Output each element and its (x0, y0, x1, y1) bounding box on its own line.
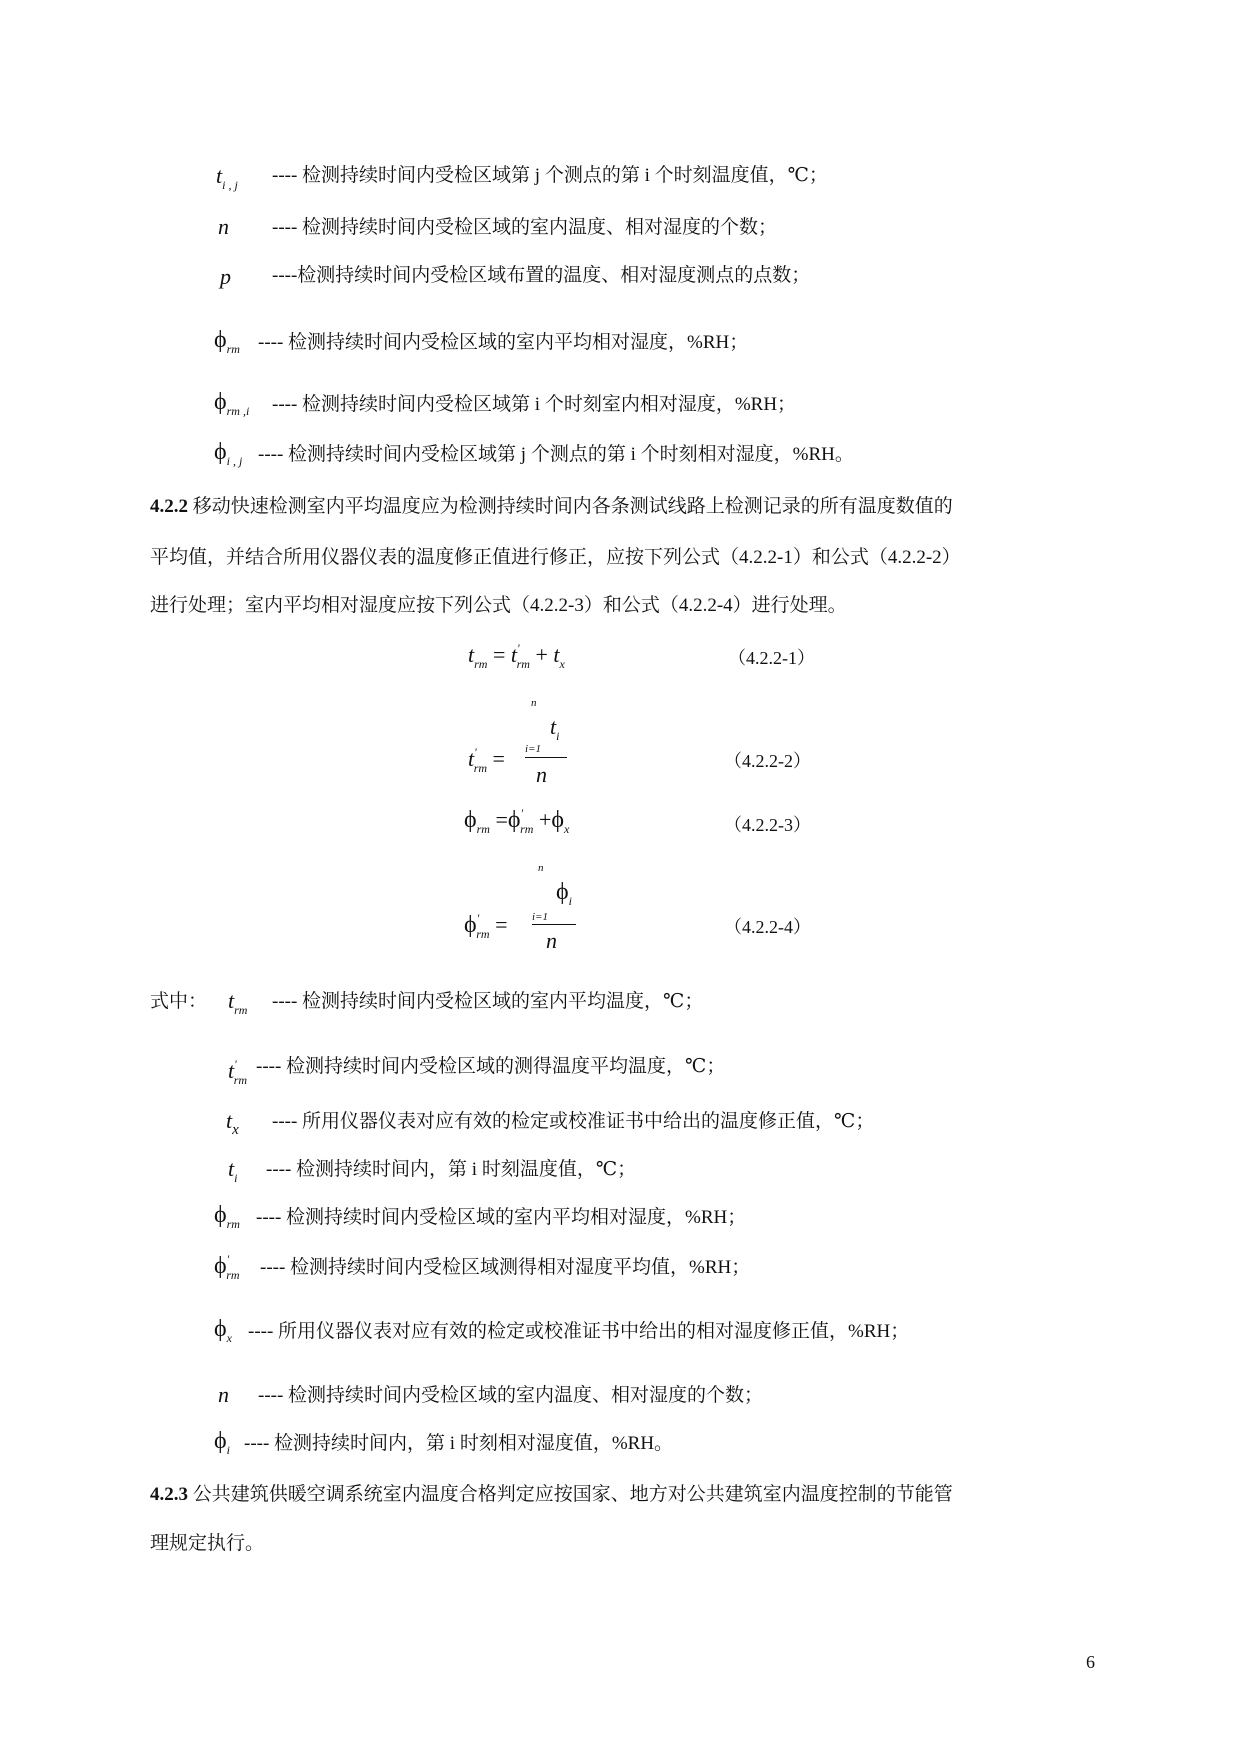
paragraph-line: 理规定执行。 (150, 1533, 265, 1554)
denominator-n: n (536, 762, 547, 787)
symbol-n: n (218, 214, 229, 239)
equation-4-2-2-3: $\phi_{rm} =\phi'_{rm} +\phi_x$ (464, 806, 570, 836)
equation-4-2-2-4-lhs: $\phi'_{rm}$ = (464, 911, 508, 941)
definition-text: ---- 检测持续时间内受检区域测得相对湿度平均值，%RH； (260, 1257, 751, 1278)
equation-4-2-2-2-lhs: $t'_{rm}$ = (468, 745, 505, 775)
equation-number: （4.2.2-2） (724, 751, 811, 771)
symbol-t-ij: $t_{i , j}$ (216, 163, 238, 192)
symbol-phi-rm-i: $\phi_{rm ,i}$ (214, 389, 250, 418)
symbol-phi-rm: $\phi_{rm}$ (214, 327, 240, 356)
definition-text: ---- 检测持续时间内，第 i 时刻温度值，℃； (266, 1159, 637, 1180)
definition-text: ---- 检测持续时间内受检区域的室内温度、相对湿度的个数； (272, 217, 778, 238)
equation-4-2-2-1: $t_{rm} = t'_{rm} + t_x$ (468, 641, 565, 671)
definition-text: ---- 所用仪器仪表对应有效的检定或校准证书中给出的温度修正值，℃； (272, 1111, 875, 1132)
sum-term-t-i: $t_i$ (550, 714, 560, 743)
symbol-n: n (218, 1382, 229, 1407)
fraction-line (525, 757, 567, 758)
section-4-2-2-paragraph (150, 497, 1090, 516)
definition-text: ---- 检测持续时间内受检区域第 j 个测点的第 i 个时刻温度值，℃； (272, 165, 828, 186)
definition-text: ---- 检测持续时间内受检区域第 j 个测点的第 i 个时刻相对湿度，%RH。 (258, 444, 854, 465)
definition-text: ---- 检测持续时间内受检区域的室内温度、相对湿度的个数； (258, 1385, 764, 1406)
section-number: 4.2.2 (150, 496, 188, 517)
sum-term-phi-i: $\phi_i$ (556, 879, 572, 908)
sum-lower-limit: i=1 (532, 911, 548, 923)
definition-text: ---- 检测持续时间内受检区域的室内平均相对湿度，%RH； (258, 332, 749, 353)
equation-number: （4.2.2-3） (724, 815, 811, 835)
paragraph-line: 公共建筑供暖空调系统室内温度合格判定应按国家、地方对公共建筑室内温度控制的节能管 (188, 1484, 953, 1505)
denominator-n: n (546, 928, 557, 953)
where-label: 式中： (150, 991, 208, 1012)
symbol-t-x: $t_x$ (226, 1108, 239, 1138)
sum-lower-limit: i=1 (525, 743, 541, 755)
paragraph-line: 平均值，并结合所用仪器仪表的温度修正值进行修正，应按下列公式（4.2.2-1）和公式（4.2.2-2） (150, 547, 961, 568)
definition-text: ---- 检测持续时间内受检区域的室内平均相对湿度，%RH； (256, 1207, 747, 1228)
paragraph-line: 移动快速检测室内平均温度应为检测持续时间内各条测试线路上检测记录的所有温度数值的 (188, 496, 953, 517)
equation-number: （4.2.2-1） (728, 648, 815, 668)
symbol-phi-rm: $\phi_{rm}$ (214, 1202, 240, 1231)
section-number: 4.2.3 (150, 1484, 188, 1505)
symbol-p: p (220, 264, 231, 289)
section-4-2-3-paragraph (150, 1485, 1090, 1504)
symbol-phi-ij: $\phi_{i , j}$ (214, 439, 243, 468)
symbol-phi-i: $\phi_i$ (214, 1428, 230, 1457)
symbol-t-rm-prime: $t'_{rm}$ (228, 1057, 248, 1087)
equation-number: （4.2.2-4） (724, 917, 811, 937)
definition-text: ---- 所用仪器仪表对应有效的检定或校准证书中给出的相对湿度修正值，%RH； (248, 1321, 910, 1342)
sum-upper-limit: n (538, 862, 544, 874)
symbol-t-rm: $t_{rm}$ (228, 988, 248, 1017)
symbol-phi-x: $\phi_x$ (214, 1316, 232, 1345)
definition-text: ---- 检测持续时间内，第 i 时刻相对湿度值，%RH。 (244, 1433, 674, 1454)
definition-text: ---- 检测持续时间内受检区域的测得温度平均温度，℃； (256, 1056, 726, 1077)
fraction-line (532, 924, 576, 925)
definition-text: ----检测持续时间内受检区域布置的温度、相对湿度测点的点数； (272, 265, 811, 286)
definition-text: ---- 检测持续时间内受检区域第 i 个时刻室内相对湿度，%RH； (272, 394, 797, 415)
symbol-phi-rm-prime: $\phi'_{rm}$ (214, 1252, 240, 1282)
sum-upper-limit: n (531, 697, 537, 709)
definition-text: ---- 检测持续时间内受检区域的室内平均温度，℃； (272, 991, 704, 1012)
symbol-t-i: $t_i$ (228, 1156, 238, 1185)
page-number: 6 (1086, 1652, 1095, 1672)
paragraph-line: 进行处理；室内平均相对湿度应按下列公式（4.2.2-3）和公式（4.2.2-4）进行处理。 (150, 595, 847, 616)
